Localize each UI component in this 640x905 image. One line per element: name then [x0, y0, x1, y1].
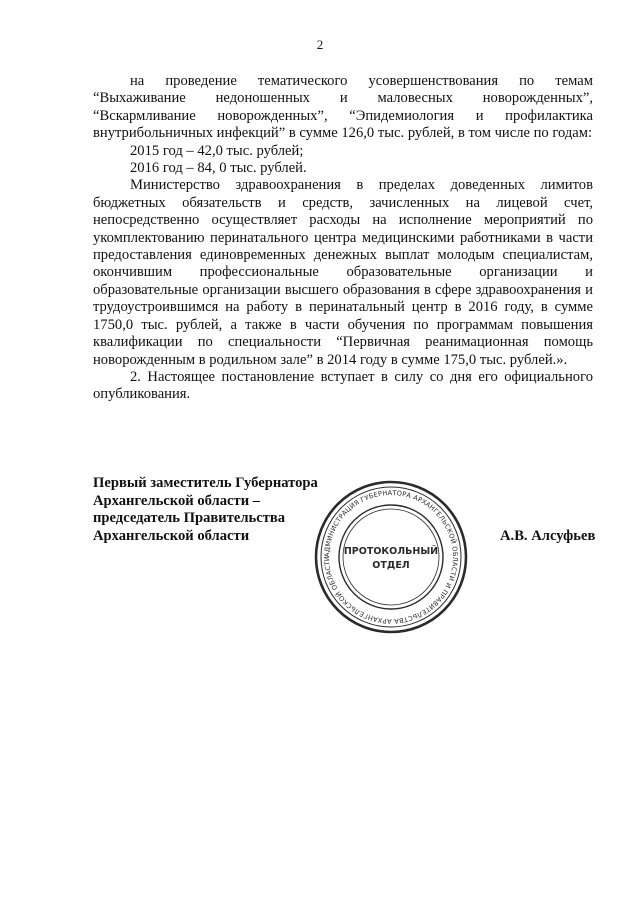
document-body	[93, 73, 593, 404]
paragraph-funding-training: на проведение тематического усовершенствования по темам “Выхаживание недоношенных и маловесных новорожденных”, “Вскармливание новорожденных”, “Эпидемиология и профилактика внутрибольничных инфекций” в сумме 126,0 тыс. рублей, в том числе по годам:	[93, 73, 593, 142]
seal-graphic	[312, 478, 470, 636]
page-number: 2	[316, 37, 324, 52]
signature-block	[93, 475, 318, 545]
paragraph-year-2015: 2015 год – 42,0 тыс. рублей;	[130, 142, 304, 159]
seal-ring-text: АДМИНИСТРАЦИЯ ГУБЕРНАТОРА АРХАНГЕЛЬСКОЙ ОБЛАСТИ И ПРАВИТЕЛЬСТВА АРХАНГЕЛЬСКОЙ ОБЛАСТИ	[322, 488, 460, 626]
signature-title-line: председатель Правительства	[93, 510, 286, 527]
seal-center-text: ПРОТОКОЛЬНЫЙ	[343, 546, 439, 557]
signature-title-line: Архангельской области	[93, 527, 250, 544]
paragraph-year-2016: 2016 год – 84, 0 тыс. рублей.	[130, 160, 307, 177]
signature-title-line: Архангельской области –	[93, 492, 261, 509]
seal-center-text: ОТДЕЛ	[372, 560, 410, 571]
official-seal-stamp	[312, 478, 470, 636]
signer-name: А.В. Алсуфьев	[500, 528, 596, 544]
signature-title-line: Первый заместитель Губернатора	[93, 475, 318, 491]
paragraph-effective-date: 2. Настоящее постановление вступает в силу со дня его официального опубликования.	[93, 368, 593, 403]
paragraph-ministry-expenses: Министерство здравоохранения в пределах доведенных лимитов бюджетных обязательств и средств, зачисленных на лицевой счет, непосредственно осуществляет расходы на исполнение мероприятий по укомплектованию перинатального центра медицинскими работниками в части предоставления единовременных денежных выплат молодым специалистам, окончившим профессиональные образовательные организации и образовательные организации высшего образования в сфере здравоохранения и трудоустроившимся на работу в перинатальный центр в 2016 году, в сумме 1750,0 тыс. рублей, а также в части обучения по программам повышения квалификации по специальности “Первичная реанимационная помощь новорожденным в родильном зале” в 2014 году в сумме 175,0 тыс. рублей.».	[93, 177, 593, 368]
